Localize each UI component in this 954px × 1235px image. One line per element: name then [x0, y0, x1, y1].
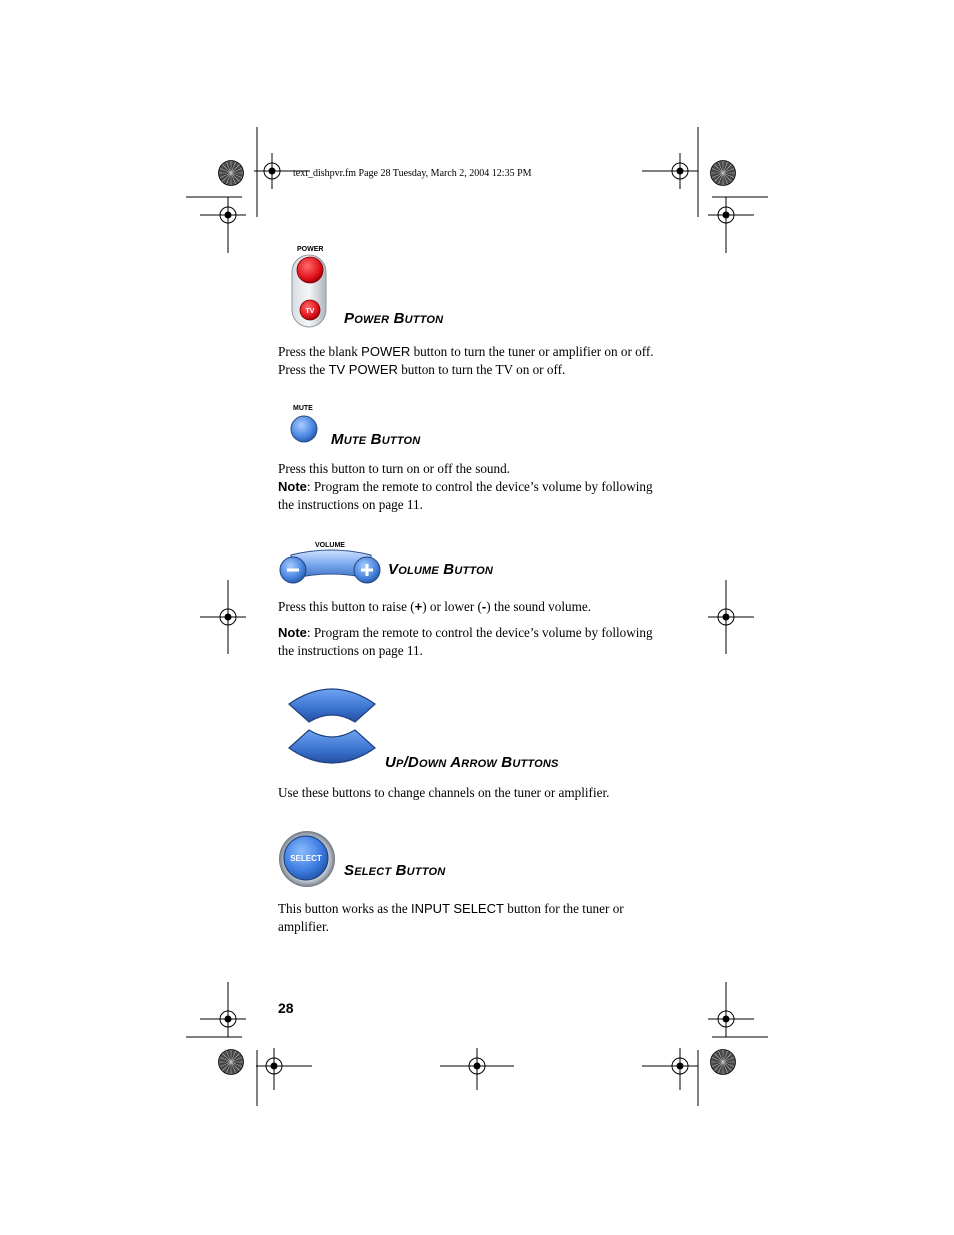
- mute-line-1: Press this button to turn on or off the sound.: [278, 461, 510, 476]
- up-down-arrow-buttons-icon: [285, 682, 379, 772]
- volume-note: [278, 624, 653, 660]
- page-number: 28: [278, 1000, 294, 1016]
- power-button-heading: Power Button: [344, 310, 444, 327]
- power-paragraph: [278, 343, 654, 379]
- volume-paragraph: [278, 598, 591, 616]
- up-down-paragraph: Use these buttons to change channels on the tuner or amplifier.: [278, 785, 610, 800]
- volume-button-icon: [279, 539, 383, 587]
- mute-paragraph: [278, 460, 653, 514]
- volume-note-line-2: the instructions on page 11.: [278, 643, 423, 658]
- up-down-arrow-buttons-heading: Up/Down Arrow Buttons: [385, 754, 559, 771]
- running-header: text_dishpvr.fm Page 28 Tuesday, March 2, 2004 12:35 PM: [293, 168, 532, 179]
- mute-icon-label: MUTE: [293, 405, 313, 412]
- power-line-2: Press the TV POWER button to turn the TV on or off.: [278, 362, 566, 377]
- tv-icon-label: TV: [305, 308, 315, 315]
- volume-button-heading: Volume Button: [388, 561, 494, 578]
- mute-note-line-1: Note: Program the remote to control the device’s volume by following: [278, 479, 653, 494]
- mute-button-heading: Mute Button: [331, 431, 421, 448]
- select-button-icon: [278, 830, 338, 890]
- power-line-1: Press the blank POWER button to turn the tuner or amplifier on or off.: [278, 344, 654, 359]
- mute-note-line-2: the instructions on page 11.: [278, 497, 423, 512]
- volume-note-line-1: Note: Program the remote to control the device’s volume by following: [278, 625, 653, 640]
- select-line-2: amplifier.: [278, 919, 329, 934]
- mute-button-icon: [287, 402, 323, 446]
- select-icon-label: SELECT: [290, 854, 322, 863]
- volume-icon-label: VOLUME: [315, 542, 345, 549]
- power-button-icon: [289, 243, 331, 329]
- power-icon-label: POWER: [297, 246, 324, 253]
- select-button-heading: Select Button: [344, 862, 446, 879]
- volume-line-1: Press this button to raise (+) or lower (-) the sound volume.: [278, 599, 592, 614]
- select-paragraph: [278, 900, 624, 936]
- select-line-1: This button works as the INPUT SELECT button for the tuner or: [278, 901, 624, 916]
